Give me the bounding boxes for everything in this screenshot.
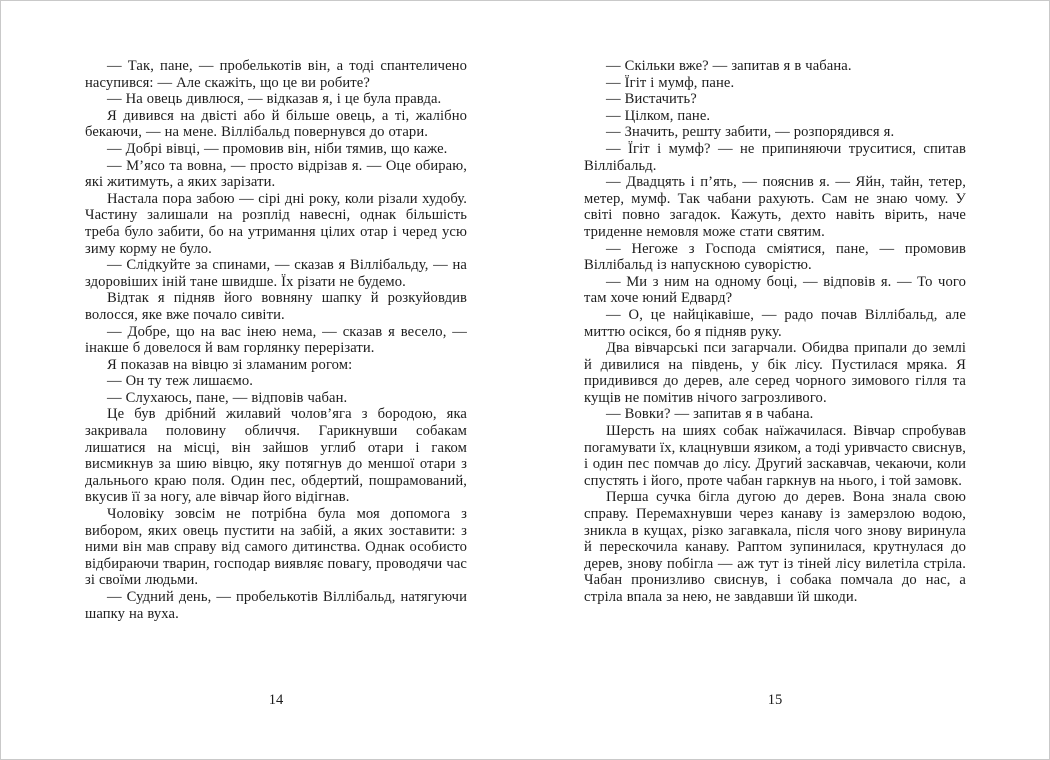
paragraph: — На овець дивлюся, — відказав я, і це була правда. [107,91,442,108]
paragraph: — Он ту теж лишаємо. [107,373,254,390]
paragraph: — Ми з ним на одному боці, — відповів я. — То чого там хоче юний Едвард? [584,273,966,307]
paragraph: — Вовки? — запитав я в чабана. [606,406,814,423]
page-number-left: 14 [268,692,284,708]
page-right [584,58,966,718]
paragraph: Перша сучка бігла дугою до дерев. Вона знала свою справу. Перемахнувши через канаву із замерзлою водою, зникла в кущах, різко загавкала, після чого знову виринула й перескочила канаву. Раптом зупинилася, крутнулася до дерев, знову побігла — аж тут із тіней лісу вилетіла стріла. Чабан пронизливо свиснув, і собака помчала до нас, а стріла впала за нею, не завдавши їй шкоди. [584,489,966,605]
paragraph: Я дивився на двісті або й більше овець, а ті, жалібно бекаючи, — на мене. Віллібальд повернувся до отари. [85,107,467,141]
paragraph: — Слухаюсь, пане, — відповів чабан. [107,389,348,406]
paragraph: Настала пора забою — сірі дні року, коли різали худобу. Частину залишали на розплід навесні, однак більшість треба було забити, бо на утримання цілих отар і черед усю зиму корму не було. [85,190,467,257]
paragraph: Шерсть на шиях собак наїжачилася. Вівчар спробував погамувати їх, клацнувши язиком, а тоді уривчасто свиснув, і один пес помчав до лісу. Другий заскавчав, чекаючи, коли спустять і його, проте чабан гаркнув на нього, і той замовк. [584,423,966,489]
page-number-right: 15 [767,692,783,708]
paragraph: — М’ясо та вовна, — просто відрізав я. — Оце обираю, які житимуть, а яких зарізати. [85,157,467,191]
page-right-text [584,58,966,606]
paragraph: — Слідкуйте за спинами, — сказав я Віллібальду, — на здоровіших іній тане швидше. Їх різати не будемо. [85,257,467,290]
paragraph: Два вівчарські пси загарчали. Обидва припали до землі й дивилися на південь, у бік лісу. Пустилася мряка. Я придивився до дерев, але серед чорного зимового гілля та кущів не помітив нічого загрозливого. [584,340,966,406]
paragraph: — Значить, решту забити, — розпорядився я. [606,124,895,141]
paragraph: — Добрі вівці, — промовив він, ніби тямив, що каже. [107,140,448,157]
paragraph: — Цілком, пане. [606,107,711,124]
page-left-text [85,58,467,622]
paragraph: — Судний день, — пробелькотів Віллібальд, натягуючи шапку на вуха. [85,589,467,622]
paragraph: Я показав на вівцю зі зламаним рогом: [107,356,353,373]
paragraph: — Так, пане, — пробелькотів він, а тоді спантеличено насупився: — Але скажіть, що це ви робите? [85,58,467,91]
paragraph: — Вистачить? [606,91,697,108]
paragraph: — Їгіт і мумф, пане. [606,74,735,91]
paragraph: — Двадцять і п’ять, — пояснив я. — Яйн, тайн, тетер, метер, мумф. Так чабани рахують. Сам не знаю чому. У світі повно загадок. Кажуть, дехто навіть вірить, наче триденне немовля може стати святим. [584,174,966,240]
paragraph: — О, це найцікавіше, — радо почав Віллібальд, але миттю осікся, бо я підняв руку. [584,306,966,340]
paragraph: — Їгіт і мумф? — не припиняючи труситися, спитав Віллібальд. [584,140,966,174]
page-left [85,58,467,718]
paragraph: — Скільки вже? — запитав я в чабана. [606,58,852,74]
paragraph: — Негоже з Господа сміятися, пане, — промовив Віллібальд із напускною суворістю. [584,240,966,274]
paragraph: Чоловіку зовсім не потрібна була моя допомога з вибором, яких овець пустити на забій, а яких зоставити: з ними він мав справу від самого дитинства. Однак особисто відбираючи тварин, господар виявляє повагу, проводячи час зі своїми людьми. [85,506,467,589]
paragraph: Відтак я підняв його вовняну шапку й розкуйовдив волосся, яке вже почало сивіти. [85,290,467,323]
paragraph: — Добре, що на вас інею нема, — сказав я весело, — інакше б довелося й вам горлянку перерізати. [85,323,467,357]
paragraph: Це був дрібний жилавий чолов’яга з бородою, яка закривала половину обличчя. Гарикнувши собакам лишатися на місці, він зайшов углиб отари і гаком висмикнув за шию вівцю, яку потягнув до меншої отари з дальнього краю поля. Один пес, обдертий, пошрамований, вкусив її за ногу, але вівчар його відігнав. [85,406,467,506]
